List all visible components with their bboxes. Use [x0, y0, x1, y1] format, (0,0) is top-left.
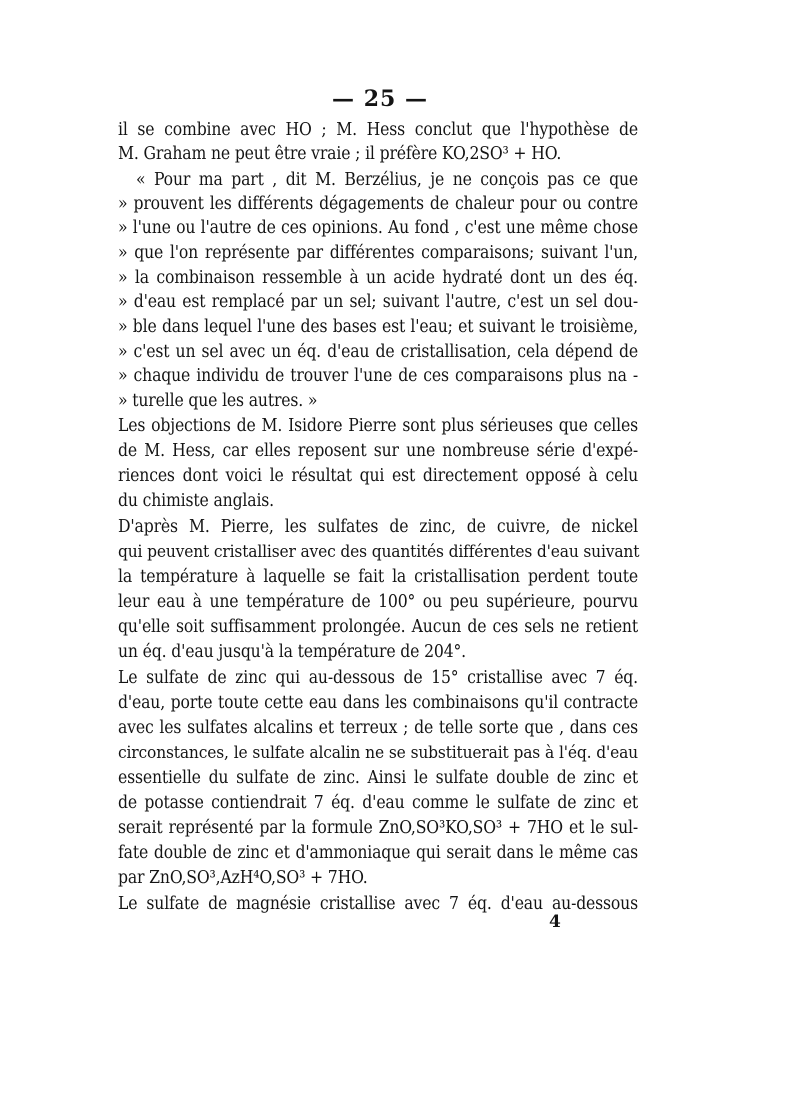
text-line: Le sulfate de magnésie cristallise avec 7 éq. d'eau au-dessous [118, 894, 638, 914]
text-line: essentielle du sulfate de zinc. Ainsi le sulfate double de zinc et [118, 768, 638, 788]
text-line: il se combine avec HO ; M. Hess conclut que l'hypothèse de [118, 120, 638, 140]
text-line: qu'elle soit suffisamment prolongée. Aucun de ces sels ne retient [118, 617, 638, 637]
text-line: du chimiste anglais. [118, 491, 275, 511]
text-line: de potasse contiendrait 7 éq. d'eau comme le sulfate de zinc et [118, 793, 638, 813]
text-line: » prouvent les différents dégagements de chaleur pour ou contre [118, 194, 638, 214]
text-line: circonstances, le sulfate alcalin ne se substituerait pas à l'éq. d'eau [118, 743, 638, 763]
text-line: avec les sulfates alcalins et terreux ; de telle sorte que , dans ces [118, 718, 638, 738]
text-line: un éq. d'eau jusqu'à la température de 204°. [118, 642, 466, 662]
text-line: » la combinaison ressemble à un acide hydraté dont un des éq. [118, 268, 638, 288]
text-line: » d'eau est remplacé par un sel; suivant l'autre, c'est un sel dou- [118, 292, 638, 312]
text-line: « Pour ma part , dit M. Berzélius, je ne conçois pas ce que [136, 170, 638, 190]
text-line: serait représenté par la formule ZnO,SO³KO,SO³ + 7HO et le sul- [118, 818, 638, 838]
text-line: D'après M. Pierre, les sulfates de zinc, de cuivre, de nickel [118, 517, 638, 537]
text-line: fate double de zinc et d'ammoniaque qui serait dans le même cas [118, 843, 638, 863]
text-line: » l'une ou l'autre de ces opinions. Au fond , c'est une même chose [118, 218, 638, 238]
text-line: qui peuvent cristalliser avec des quantités différentes d'eau suivant [118, 542, 640, 562]
text-line: » que l'on représente par différentes comparaisons; suivant l'un, [118, 243, 638, 263]
text-line: d'eau, porte toute cette eau dans les combinaisons qu'il contracte [118, 693, 638, 713]
text-line: riences dont voici le résultat qui est directement opposé à celu [118, 466, 638, 486]
text-line: de M. Hess, car elles reposent sur une nombreuse série d'expé- [118, 441, 638, 461]
text-line: » ble dans lequel l'une des bases est l'eau; et suivant le troisième, [118, 317, 638, 337]
signature-mark: 4 [549, 912, 561, 932]
text-line: la température à laquelle se fait la cristallisation perdent toute [118, 567, 638, 587]
text-line: par ZnO,SO³,AzH⁴O,SO³ + 7HO. [118, 868, 368, 888]
text-line: » turelle que les autres. » [118, 391, 318, 411]
text-line: Les objections de M. Isidore Pierre sont plus sérieuses que celles [118, 416, 638, 436]
text-line: leur eau à une température de 100° ou peu supérieure, pourvu [118, 592, 638, 612]
page-number: — 25 — [332, 86, 428, 112]
text-line: » chaque individu de trouver l'une de ces comparaisons plus na - [118, 366, 638, 386]
text-line: » c'est un sel avec un éq. d'eau de cristallisation, cela dépend de [118, 342, 638, 362]
text-line: Le sulfate de zinc qui au-dessous de 15° cristallise avec 7 éq. [118, 668, 638, 688]
text-line: M. Graham ne peut être vraie ; il préfère KO,2SO³ + HO. [118, 144, 562, 164]
